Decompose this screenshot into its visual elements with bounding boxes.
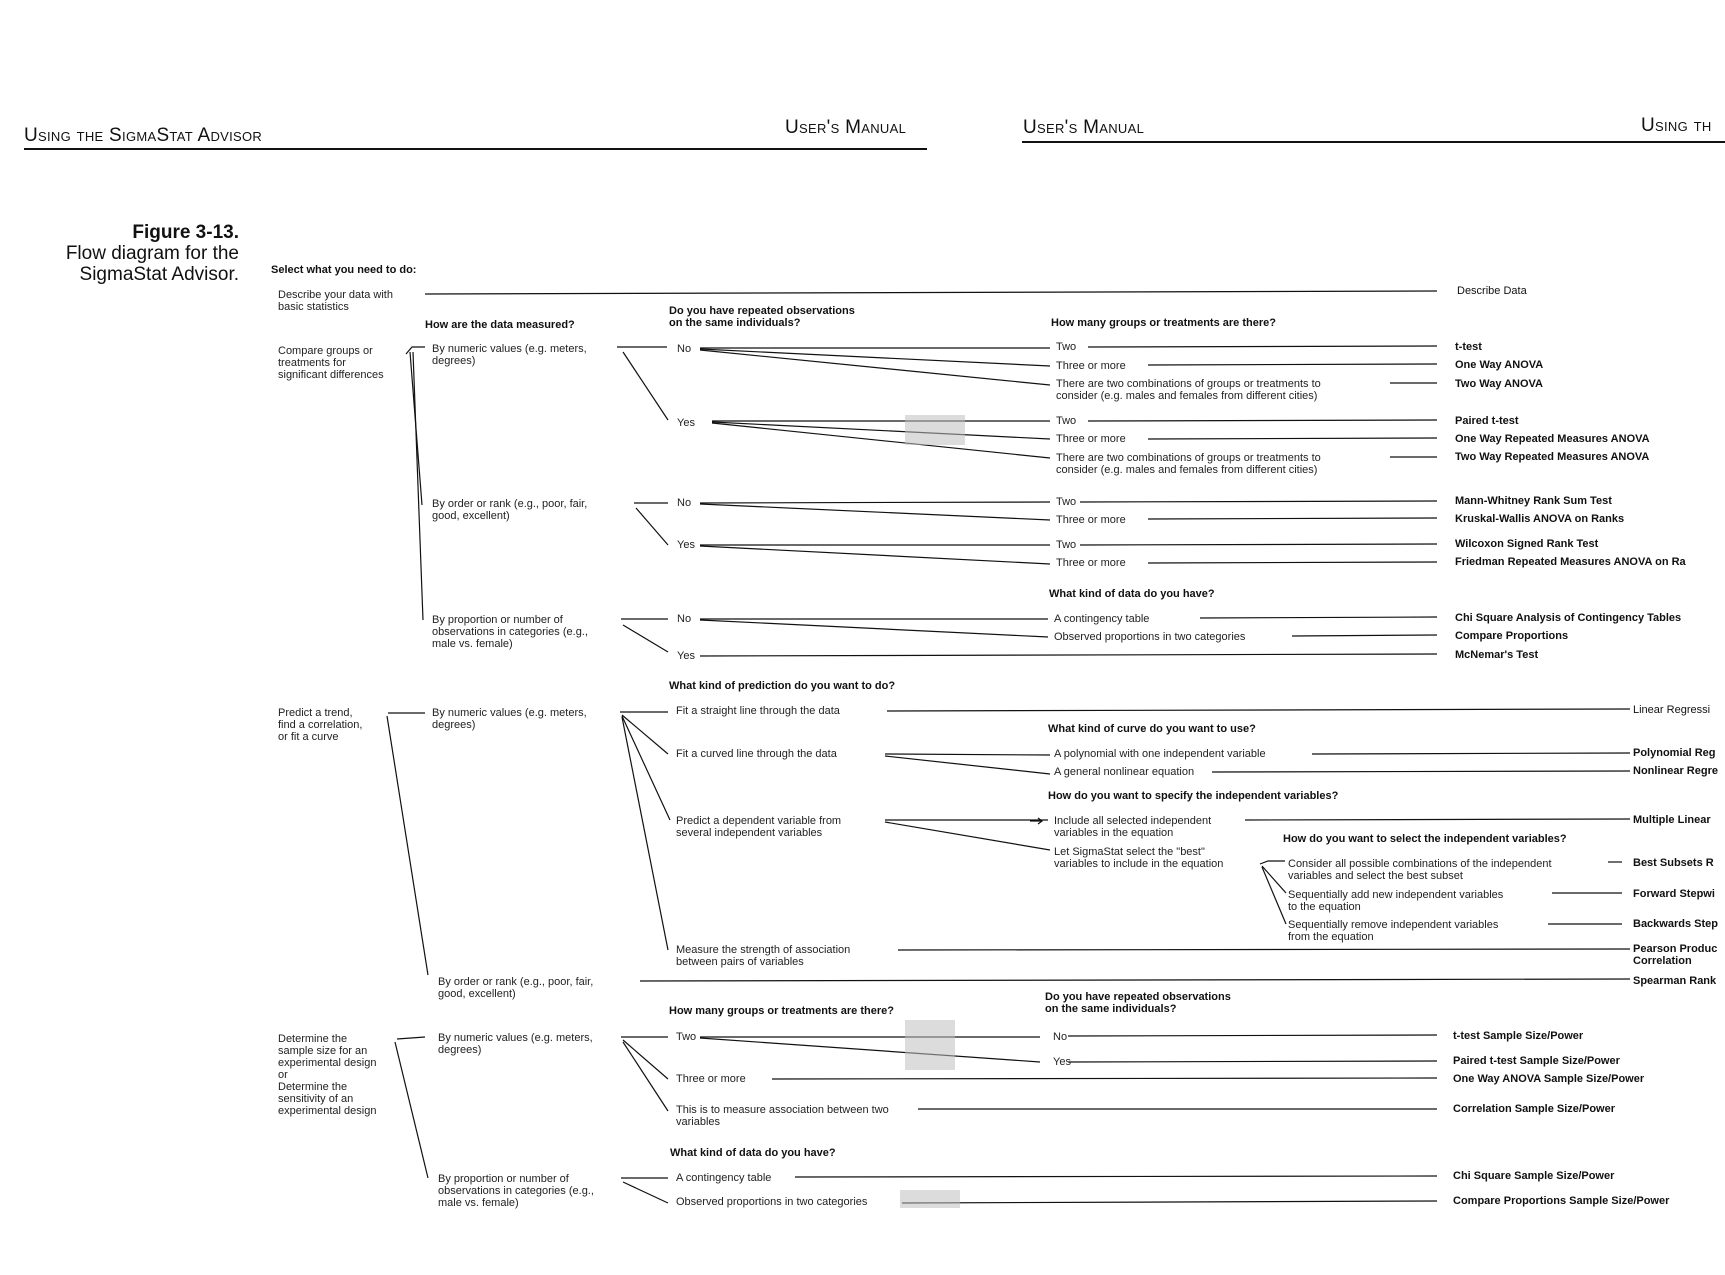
measure-rank: By order or rank (e.g., poor, fair, good, excellent) bbox=[432, 498, 588, 522]
result-two-way-rm-anova: Two Way Repeated Measures ANOVA bbox=[1455, 451, 1650, 463]
question-kind-of-data-sample: What kind of data do you have? bbox=[670, 1147, 836, 1159]
scan-fold-shadow-2 bbox=[905, 1020, 955, 1070]
result-friedman: Friedman Repeated Measures ANOVA on Ra bbox=[1455, 556, 1686, 568]
answer-straight-line: Fit a straight line through the data bbox=[676, 705, 840, 717]
result-nonlinear-regression: Nonlinear Regre bbox=[1633, 765, 1718, 777]
running-header-right-manual: User's Manual bbox=[1023, 117, 1145, 138]
answer-two-d: Two bbox=[1056, 539, 1077, 551]
scan-fold-shadow-3 bbox=[900, 1190, 960, 1208]
result-chi-square: Chi Square Analysis of Contingency Tables bbox=[1455, 612, 1682, 624]
measure-proportion: By proportion or number of observations in categories (e.g., male vs. female) bbox=[432, 614, 588, 650]
task-predict: Predict a trend, find a correlation, or fit a curve bbox=[278, 707, 363, 743]
task-describe: Describe your data with basic statistics bbox=[278, 289, 393, 313]
result-two-way-anova: Two Way ANOVA bbox=[1455, 378, 1543, 390]
answer-two-a: Two bbox=[1056, 341, 1077, 353]
result-backwards-stepwise: Backwards Step bbox=[1633, 918, 1718, 930]
answer-yes-numeric: Yes bbox=[677, 417, 695, 429]
answer-strength: Measure the strength of association between pairs of variables bbox=[676, 944, 851, 968]
answer-two-b: Two bbox=[1056, 415, 1077, 427]
result-linear-regression: Linear Regressi bbox=[1633, 704, 1711, 716]
result-anova-sample-size: One Way ANOVA Sample Size/Power bbox=[1453, 1073, 1645, 1085]
result-paired-t-test: Paired t-test bbox=[1455, 415, 1519, 427]
answer-two-c: Two bbox=[1056, 496, 1077, 508]
answer-two-combo-b: There are two combinations of groups or treatments to consider (e.g. males and females from different cities) bbox=[1056, 452, 1321, 476]
answer-two-sample: Two bbox=[676, 1031, 697, 1043]
answer-yes-sample: Yes bbox=[1053, 1056, 1071, 1068]
figure-caption-line1: Flow diagram for the bbox=[65, 243, 239, 264]
answer-predict-dependent: Predict a dependent variable from several independent variables bbox=[676, 815, 842, 839]
answer-yes-rank: Yes bbox=[677, 539, 695, 551]
answer-sequential-remove: Sequentially remove independent variables from the equation bbox=[1288, 919, 1499, 943]
task-sample-size: Determine the sample size for an experimental design or Determine the sensitivity of an experimental design bbox=[278, 1033, 377, 1117]
result-correlation-sample-size: Correlation Sample Size/Power bbox=[1453, 1103, 1615, 1115]
answer-no-sample: No bbox=[1053, 1031, 1068, 1043]
answer-no-proportion: No bbox=[677, 613, 692, 625]
question-kind-of-data: What kind of data do you have? bbox=[1049, 588, 1215, 600]
question-repeated-observations-sample: Do you have repeated observations on the same individuals? bbox=[1045, 991, 1231, 1015]
result-describe-data: Describe Data bbox=[1457, 285, 1527, 297]
result-t-test: t-test bbox=[1455, 341, 1482, 353]
answer-three-sample: Three or more bbox=[676, 1073, 746, 1085]
answer-three-d: Three or more bbox=[1056, 557, 1126, 569]
question-how-many-groups: How many groups or treatments are there? bbox=[1051, 317, 1276, 329]
result-kruskal-wallis: Kruskal-Wallis ANOVA on Ranks bbox=[1455, 513, 1625, 525]
figure-label: Figure 3-13. bbox=[132, 222, 239, 243]
running-header-left-manual: User's Manual bbox=[785, 117, 907, 138]
measure-numeric-predict: By numeric values (e.g. meters, degrees) bbox=[432, 707, 587, 731]
result-polynomial-regression: Polynomial Reg bbox=[1633, 747, 1716, 759]
measure-rank-predict: By order or rank (e.g., poor, fair, good, excellent) bbox=[438, 976, 594, 1000]
answer-polynomial: A polynomial with one independent variable bbox=[1054, 748, 1266, 760]
result-mann-whitney: Mann-Whitney Rank Sum Test bbox=[1455, 495, 1612, 507]
measure-numeric-sample: By numeric values (e.g. meters, degrees) bbox=[438, 1032, 593, 1056]
result-one-way-rm-anova: One Way Repeated Measures ANOVA bbox=[1455, 433, 1650, 445]
running-header-right: Using th bbox=[1641, 115, 1712, 136]
result-wilcoxon: Wilcoxon Signed Rank Test bbox=[1455, 538, 1599, 550]
task-compare: Compare groups or treatments for significant differences bbox=[278, 345, 384, 381]
answer-association: This is to measure association between two variables bbox=[676, 1104, 889, 1128]
measure-proportion-sample: By proportion or number of observations in categories (e.g., male vs. female) bbox=[438, 1173, 594, 1209]
question-kind-of-prediction: What kind of prediction do you want to do? bbox=[669, 680, 896, 692]
question-repeated-observations: Do you have repeated observations on the same individuals? bbox=[669, 305, 855, 329]
result-paired-t-test-sample-size: Paired t-test Sample Size/Power bbox=[1453, 1055, 1620, 1067]
running-header-left: Using the SigmaStat Advisor bbox=[24, 125, 263, 146]
answer-three-c: Three or more bbox=[1056, 514, 1126, 526]
question-select-independent: How do you want to select the independent variables? bbox=[1283, 833, 1567, 845]
result-pearson-correlation: Pearson Produc Correlation bbox=[1633, 943, 1718, 967]
answer-consider-all: Consider all possible combinations of the independent variables and select the best subset bbox=[1288, 858, 1552, 882]
answer-observed: Observed proportions in two categories bbox=[1054, 631, 1246, 643]
question-data-measured: How are the data measured? bbox=[425, 319, 575, 331]
answer-curved-line: Fit a curved line through the data bbox=[676, 748, 837, 760]
question-select-task: Select what you need to do: bbox=[271, 264, 417, 276]
answer-nonlinear: A general nonlinear equation bbox=[1054, 766, 1195, 778]
answer-sequential-add: Sequentially add new independent variables to the equation bbox=[1288, 889, 1504, 913]
question-kind-of-curve: What kind of curve do you want to use? bbox=[1048, 723, 1256, 735]
result-multiple-linear: Multiple Linear bbox=[1633, 814, 1711, 826]
result-t-test-sample-size: t-test Sample Size/Power bbox=[1453, 1030, 1584, 1042]
answer-no-numeric: No bbox=[677, 343, 692, 355]
measure-numeric: By numeric values (e.g. meters, degrees) bbox=[432, 343, 587, 367]
answer-no-rank: No bbox=[677, 497, 692, 509]
answer-include-all: Include all selected independent variables in the equation bbox=[1054, 815, 1212, 839]
question-how-many-groups-sample: How many groups or treatments are there? bbox=[669, 1005, 894, 1017]
answer-observed-sample: Observed proportions in two categories bbox=[676, 1196, 868, 1208]
result-one-way-anova: One Way ANOVA bbox=[1455, 359, 1544, 371]
scan-fold-shadow-1 bbox=[905, 415, 965, 445]
result-mcnemar: McNemar's Test bbox=[1455, 649, 1539, 661]
answer-contingency-sample: A contingency table bbox=[676, 1172, 772, 1184]
result-best-subsets: Best Subsets R bbox=[1633, 857, 1714, 869]
result-compare-proportions-sample-size: Compare Proportions Sample Size/Power bbox=[1453, 1195, 1670, 1207]
answer-contingency: A contingency table bbox=[1054, 613, 1150, 625]
result-compare-proportions: Compare Proportions bbox=[1455, 630, 1569, 642]
result-spearman-rank: Spearman Rank bbox=[1633, 975, 1717, 987]
question-specify-independent: How do you want to specify the independent variables? bbox=[1048, 790, 1339, 802]
figure-caption-line2: SigmaStat Advisor. bbox=[79, 264, 239, 285]
result-chi-square-sample-size: Chi Square Sample Size/Power bbox=[1453, 1170, 1615, 1182]
answer-let-select: Let SigmaStat select the "best" variables to include in the equation bbox=[1054, 846, 1224, 870]
answer-three-b: Three or more bbox=[1056, 433, 1126, 445]
answer-three-a: Three or more bbox=[1056, 360, 1126, 372]
result-forward-stepwise: Forward Stepwi bbox=[1633, 888, 1715, 900]
answer-two-combo-a: There are two combinations of groups or treatments to consider (e.g. males and females from different cities) bbox=[1056, 378, 1321, 402]
answer-yes-proportion: Yes bbox=[677, 650, 695, 662]
